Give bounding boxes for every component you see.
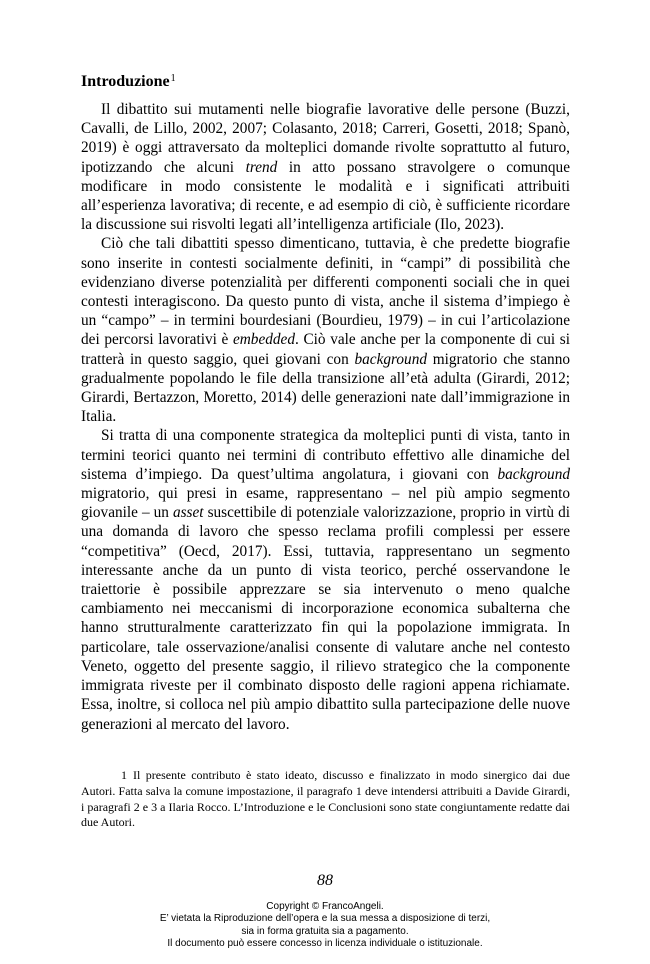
copyright-line: E’ vietata la Riproduzione dell’opera e la sua messa a disposizione di terzi, <box>159 913 491 925</box>
paragraph-text: Si tratta di una componente strategica da molteplici punti di vista, tanto in termini teorici quanto nei termini di contributo effettivo alle dinamiche del sistema d’impiego. Da quest’ultima angolatura, i giovani con <box>81 427 570 483</box>
italic-term: trend <box>245 158 278 176</box>
copyright-line: sia in forma gratuita sia a pagamento. <box>241 925 409 937</box>
paragraph-text: Il dibattito sui mutamenti nelle biografie lavorative delle persone (Buzzi, Cavalli, de Lillo, 2002, 2007; Colasanto, 2018; Carreri, Gosetti, 2018; Spanò, 2019) è oggi attraversato da molteplici domande rivolte soprattutto al futuro, ipotizzando che alcuni <box>81 101 570 176</box>
copyright-notice <box>0 901 650 951</box>
italic-term: asset <box>172 504 204 522</box>
paragraph-text: . Ciò vale anche per la componente di cui si tratterà in questo saggio, quei giovani con <box>81 331 570 368</box>
copyright-line: Copyright © FrancoAngeli. <box>266 901 384 912</box>
paragraph-text: Ciò che tali dibattiti spesso dimenticano, tuttavia, è che predette biografie sono inserite in contesti socialmente definiti, in “campi” di possibilità che evidenziano diverse potenzialità per differenti componenti sociali che in quei contesti interagiscono. Da questo punto di vista, anche il sistema d’impiego è un “campo” – in termini bourdesiani (Bourdieu, 1979) – in cui l’articolazione dei percorsi lavorativi è <box>81 235 570 349</box>
page-number: 88 <box>317 872 333 889</box>
italic-term: embedded <box>232 331 295 349</box>
section-heading <box>81 73 176 91</box>
body-text <box>81 100 570 734</box>
footnote-text: Il presente contributo è stato ideato, discusso e finalizzato in modo sinergico dai due Autori. Fatta salva la comune impostazione, il paragrafo 1 deve intendersi attribuiti a Davide Girardi, i paragrafi 2 e 3 a Ilaria Rocco. L’Introduzione e le Conclusioni sono state congiuntamente redatte dai due Autori. <box>81 768 570 830</box>
italic-term: background <box>354 350 427 368</box>
paragraph-text: migratorio che stanno gradualmente popolando le file della transizione all’età adulta (Girardi, 2012; Girardi, Bertazzon, Moretto, 2014) delle generazioni nate dall’immigrazione in Italia. <box>81 350 570 426</box>
footnote-reference: 1 <box>170 73 176 84</box>
paragraph-text: in atto possano stravolgere o comunque modificare in modo consistente le modalità e i significati attribuiti all’esperienza lavorativa; di recente, e ad esempio di ciò, è sufficiente ricordare la discussione sui risvolti legati all’intelligenza artificiale (Ilo, 2023). <box>81 158 570 234</box>
paragraph-text: suscettibile di potenziale valorizzazione, proprio in virtù di una domanda di lavoro che spesso reclama profili complessi per essere “competitiva” (Oecd, 2017). Essi, tuttavia, rappresentano un segmento interessante anche da un punto di vista teorico, perché osservandone le traiettorie è possibile apprezzare se sia intervenuto o meno qualche cambiamento nei meccanismi di incorporazione economica subalterna che hanno strutturalmente caratterizzato fin qui la popolazione immigrata. In particolare, tale osservazione/analisi consente di valutare anche nel contesto Veneto, oggetto del presente saggio, il rilievo strategico che la componente immigrata riveste per il combinato disposto delle ragioni appena richiamate. Essa, inoltre, si colloca nel più ampio dibattito sulla partecipazione delle nuove generazioni al mercato del lavoro. <box>81 504 570 733</box>
body-paragraph <box>81 100 570 234</box>
section-title: Introduzione <box>81 73 170 90</box>
footnote-mark: 1 <box>121 768 127 782</box>
italic-term: background <box>497 465 570 483</box>
body-paragraph <box>81 426 570 733</box>
footnote <box>81 768 570 831</box>
body-paragraph <box>81 234 570 426</box>
copyright-line: Il documento può essere concesso in licenza individuale o istituzionale. <box>167 938 483 950</box>
paragraph-text: migratorio, qui presi in esame, rappresentano – nel più ampio segmento giovanile – un <box>81 485 570 522</box>
